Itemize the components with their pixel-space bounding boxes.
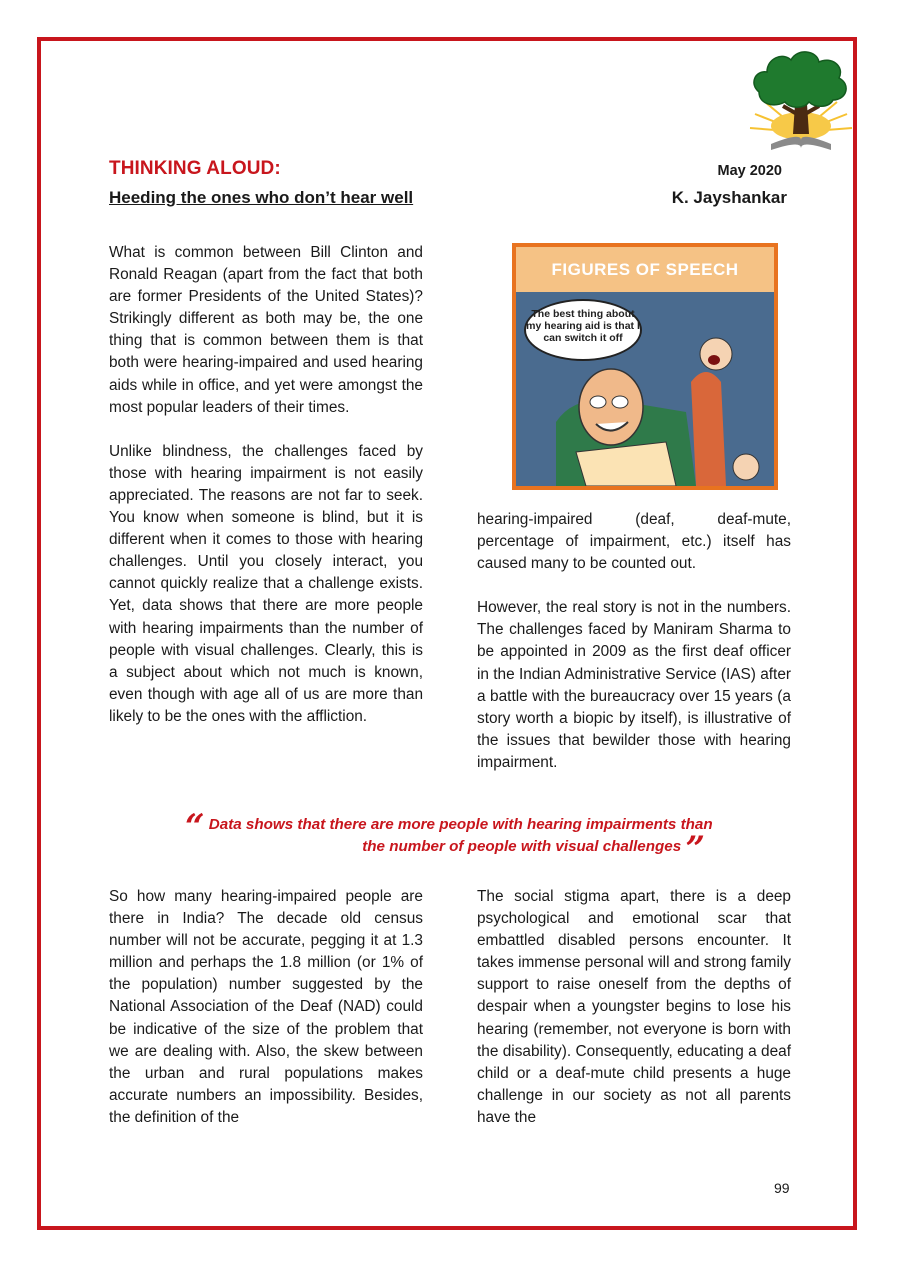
cartoon-image xyxy=(512,243,778,490)
speech-bubble: The best thing about my hearing aid is that I can switch it off xyxy=(524,299,642,361)
article-title: Heeding the ones who don’t hear well xyxy=(109,188,414,207)
section-title: THINKING ALOUD: xyxy=(109,158,281,179)
left-column-bottom xyxy=(109,886,423,1129)
close-quote-icon: ” xyxy=(685,829,705,869)
paragraph: Unlike blindness, the challenges faced by those with hearing impairment is not easily appreciated. The reasons are not far to seek. You know when someone is blind, but it is different when it comes to those with hearing challenges. Until you closely interact, you cannot quickly realize that a challenge exists. Yet, data shows that there are more people with hearing impairments than the number of people with visual challenges. Clearly, this is a subject about which not much is known, even though with age all of us are more than likely to be the ones with the affliction. xyxy=(109,442,423,725)
tree-logo-icon xyxy=(745,44,857,152)
issue-date: May 2020 xyxy=(717,163,782,179)
pull-quote xyxy=(155,807,715,869)
paragraph: What is common between Bill Clinton and Ronald Reagan (apart from the fact that both are former Presidents of the United States)? Strikingly different as both may be, the one thing that is common between them is that both were hearing-impaired and used hearing aids while in office, and yet were amongst the most popular leaders of their times. xyxy=(109,244,423,416)
cartoon-banner: FIGURES OF SPEECH xyxy=(516,247,774,292)
open-quote-icon: “ xyxy=(185,807,205,847)
paragraph: However, the real story is not in the numbers. The challenges faced by Maniram Sharma to be appointed in 2009 as the first deaf officer in the Indian Administrative Service (IAS) after a battle with the bureaucracy over 15 years (a story worth a biopic by itself), is illustrative of the issues that bewilder those with hearing impairment. xyxy=(477,599,791,771)
paragraph: The social stigma apart, there is a deep psychological and emotional scar that embattled disabled persons encounter. It takes immense personal will and strong family support to raise oneself from the depths of despair when a youngster begins to lose his hearing (remember, not everyone is born with the disability). Consequently, educating a deaf child or a deaf-mute child presents a huge challenge in our society as not all parents have the xyxy=(477,888,791,1126)
right-column-top xyxy=(477,509,791,774)
page-number: 99 xyxy=(774,1180,790,1196)
paragraph: hearing-impaired (deaf, deaf-mute, percentage of impairment, etc.) itself has caused many to be counted out. xyxy=(477,511,791,573)
pull-quote-line-1: Data shows that there are more people with hearing impairments than xyxy=(208,816,713,833)
paragraph: So how many hearing-impaired people are there in India? The decade old census number will not be accurate, pegging it at 1.3 million and perhaps the 1.8 million (or 1% of the population) number suggested by the National Association of the Deaf (NAD) could be indicative of the size of the problem that we are dealing with. Also, the skew between the urban and rural populations makes accurate numbers an impossibility. Besides, the definition of the xyxy=(109,888,423,1126)
author-name: K. Jayshankar xyxy=(671,188,787,207)
cartoon-illustration xyxy=(516,292,774,486)
left-column-top xyxy=(109,242,423,728)
pull-quote-line-2: the number of people with visual challenges xyxy=(362,838,682,855)
right-column-bottom xyxy=(477,886,791,1129)
